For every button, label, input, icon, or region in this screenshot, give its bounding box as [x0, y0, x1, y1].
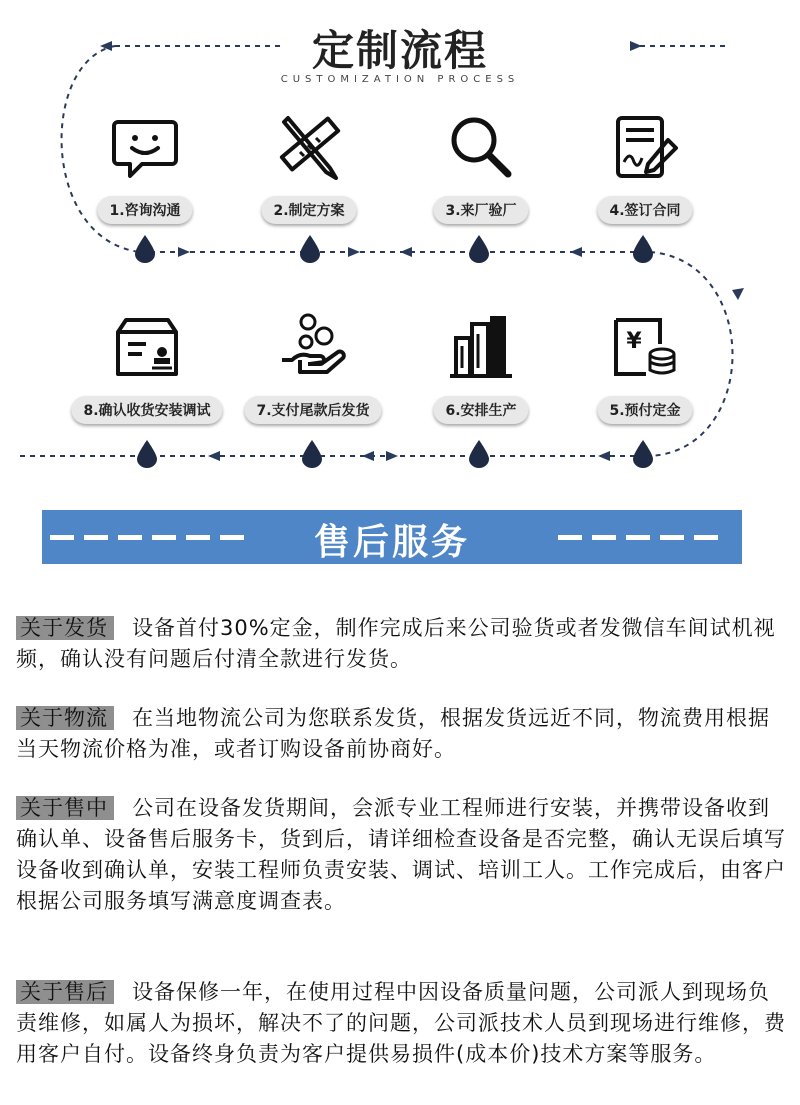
banner-title: 售后服务 — [313, 522, 470, 563]
after-sales-banner — [42, 510, 742, 564]
hand-coins-icon — [278, 312, 348, 382]
section-text: 设备首付30%定金，制作完成后来公司验货或者发微信车间试机视频，确认没有问题后付清全款进行发货。 — [16, 616, 776, 671]
drop-marker-icon — [469, 235, 489, 263]
step-label: 8.确认收货安装调试 — [71, 396, 222, 424]
page-subtitle: CUSTOMIZATION PROCESS — [280, 74, 520, 85]
section-tag: 关于售后 — [16, 980, 114, 1004]
step-label: 1.咨询沟通 — [97, 196, 192, 224]
drop-marker-icon — [633, 235, 653, 263]
section-tag: 关于物流 — [16, 706, 114, 730]
factory-bars-icon — [446, 312, 516, 382]
step-label: 7.支付尾款后发货 — [244, 396, 381, 424]
process-flow-path — [0, 0, 800, 500]
ruler-pencil-icon — [274, 112, 344, 182]
step-label: 6.安排生产 — [433, 396, 528, 424]
section-text: 设备保修一年，在使用过程中因设备质量问题，公司派人到现场负责维修，如属人为损坏，解决不了的问题，公司派技术人员到现场进行维修，费用客户自付。设备终身负责为客户提供易损件(成本价)技术方案等服务。 — [16, 980, 786, 1066]
section-tag: 关于发货 — [16, 616, 114, 640]
drop-marker-icon — [300, 235, 320, 263]
drop-marker-icon — [633, 440, 653, 468]
step-label: 3.来厂验厂 — [433, 196, 528, 224]
section-text: 公司在设备发货期间，会派专业工程师进行安装，并携带设备收到确认单、设备售后服务卡，货到后，请详细检查设备是否完整，确认无误后填写设备收到确认单，安装工程师负责安装、调试、培训工人。工作完成后，由客户根据公司服务填写满意度调查表。 — [16, 796, 786, 913]
section-after-sale — [16, 977, 786, 1070]
magnifier-icon — [446, 112, 516, 182]
section-logistics — [16, 703, 786, 765]
page-title: 定制流程 — [311, 26, 488, 75]
package-stamp-icon — [112, 312, 182, 382]
contract-sign-icon — [610, 112, 680, 182]
step-label: 5.预付定金 — [597, 396, 692, 424]
section-tag: 关于售中 — [16, 796, 114, 820]
drop-marker-icon — [137, 440, 157, 468]
step-label: 2.制定方案 — [261, 196, 356, 224]
section-text: 在当地物流公司为您联系发货，根据发货远近不同，物流费用根据当天物流价格为准，或者订购设备前协商好。 — [16, 706, 770, 761]
step-label: 4.签订合同 — [597, 196, 692, 224]
section-in-sale — [16, 793, 786, 917]
svg-text:¥: ¥ — [626, 329, 642, 354]
yen-coins-icon — [610, 312, 680, 382]
drop-marker-icon — [469, 440, 489, 468]
chat-face-icon — [110, 112, 180, 182]
drop-marker-icon — [302, 440, 322, 468]
section-shipping — [16, 613, 786, 675]
drop-marker-icon — [135, 235, 155, 263]
